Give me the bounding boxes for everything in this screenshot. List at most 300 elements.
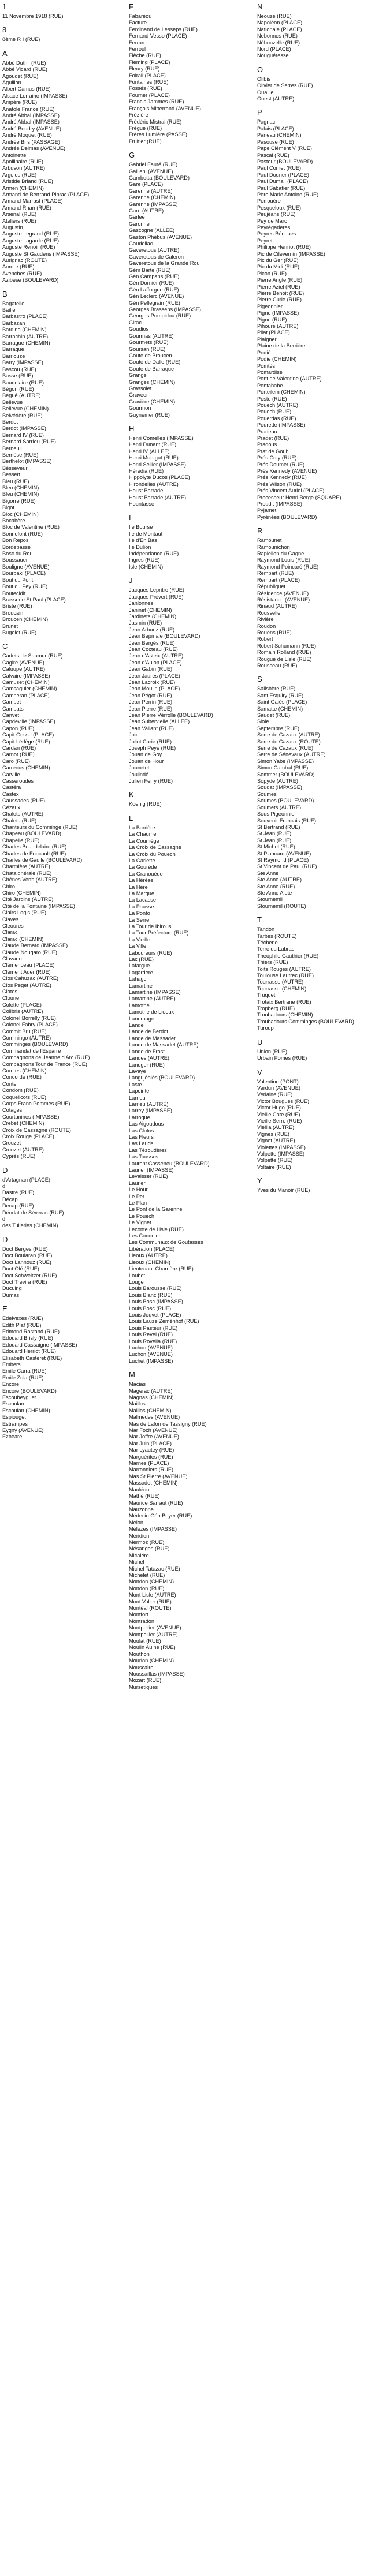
street-list-item: Prés Doumer (RUE) bbox=[257, 461, 305, 468]
street-list-item: Cyprès (RUE) bbox=[2, 1153, 36, 1160]
section-letter-heading: V bbox=[257, 1067, 262, 1076]
street-list-item: Encore (BOULEVARD) bbox=[2, 1388, 57, 1394]
street-list-item: Emile Zola (RUE) bbox=[2, 1374, 44, 1381]
street-list-item: Edmond Rostand (RUE) bbox=[2, 1328, 60, 1334]
section-letter-heading: F bbox=[129, 2, 133, 11]
street-list-item: Méridien bbox=[129, 1532, 150, 1539]
index-section bbox=[257, 675, 373, 910]
street-list-item: Salisbère (RUE) bbox=[257, 686, 296, 692]
street-list-item: Jacques Lepritre (RUE) bbox=[129, 587, 184, 593]
street-list-item: Doct Schweitzer (RUE) bbox=[2, 1272, 57, 1278]
street-list-item: Dastre (RUE) bbox=[2, 1190, 35, 1196]
street-list-item: Maillos (CHEMIN) bbox=[129, 1407, 172, 1414]
street-list-item: Prés Kennedy (AVENUE) bbox=[257, 468, 317, 474]
street-list-item: Paul Sabatier (RUE) bbox=[257, 185, 306, 191]
index-section bbox=[257, 1038, 373, 1062]
street-list-item: Garenne (CHEMIN) bbox=[129, 195, 176, 201]
street-list-item: Lac (RUE) bbox=[129, 956, 154, 962]
street-list-item: Pigne (RUE) bbox=[257, 316, 287, 323]
street-list-item: Pomtès bbox=[257, 362, 276, 369]
street-list-item: Jean Arbuez (RUE) bbox=[129, 626, 175, 633]
street-list-item: Charles de Gaulle (BOULEVARD) bbox=[2, 857, 83, 863]
street-list-item: Romain Rolland (RUE) bbox=[257, 649, 311, 656]
street-list-item: Macias bbox=[129, 1381, 146, 1388]
street-list-item: Philippe Henriot (RUE) bbox=[257, 244, 311, 251]
street-list-item: Gaveretous (AUTRE) bbox=[129, 247, 180, 253]
street-list-item: Volpette (IMPASSE) bbox=[257, 1150, 305, 1157]
street-list-item: Hirondelles (AUTRE) bbox=[129, 481, 179, 487]
street-list-item: Bésseveur bbox=[2, 465, 28, 471]
street-list-item: Pradous bbox=[257, 442, 277, 448]
street-list-item: Charles Beaudelaire (RUE) bbox=[2, 844, 67, 850]
street-list-item: Capon (RUE) bbox=[2, 725, 35, 731]
street-list-item: Pic du Midi (RUE) bbox=[257, 264, 300, 270]
street-list-item: Volpette (RUE) bbox=[257, 1157, 293, 1164]
street-list-item: Chalets (RUE) bbox=[2, 817, 37, 824]
index-section bbox=[129, 514, 244, 570]
street-list-item: Les Condoles bbox=[129, 1233, 162, 1239]
street-list-item: Goute de Dalle (RUE) bbox=[129, 359, 181, 365]
street-list-item: Mar Lyautey (RUE) bbox=[129, 1447, 174, 1453]
street-list-item: Pey de Marc bbox=[257, 218, 287, 224]
street-list-item: Charmière (AUTRE) bbox=[2, 863, 50, 870]
street-list-item: Clément Ader (RUE) bbox=[2, 969, 51, 975]
street-list-item: Lagardere bbox=[129, 969, 153, 975]
street-list-item: Lieutenant Charrière (RUE) bbox=[129, 1266, 194, 1272]
street-list-item: Chapeau (BOULEVARD) bbox=[2, 831, 61, 837]
street-list-item: Prés Kennedy (RUE) bbox=[257, 474, 307, 481]
street-list-item: Bernèse (RUE) bbox=[2, 451, 39, 458]
street-list-item: Bégon (RUE) bbox=[2, 386, 34, 392]
street-list-item: Girac bbox=[129, 319, 142, 326]
street-list-item: Doct Olé (RUE) bbox=[2, 1266, 39, 1272]
street-list-item: Tourrasse (CHEMIN) bbox=[257, 985, 307, 992]
street-list-item: Gén Dornier (RUE) bbox=[129, 280, 174, 286]
street-list-item: Azibese (BOULEVARD) bbox=[2, 277, 59, 283]
street-list-item: Gare (AUTRE) bbox=[129, 207, 164, 214]
street-list-item: Compagnons de Jeanne d'Arc (RUE) bbox=[2, 1055, 90, 1061]
street-list-item: Capit Lédège (RUE) bbox=[2, 738, 50, 745]
street-list-item: Elisabeth Casteret (RUE) bbox=[2, 1355, 62, 1361]
street-list-item: Grange bbox=[129, 372, 147, 379]
street-list-item: Jean Cocteau (RUE) bbox=[129, 646, 178, 652]
street-list-item: Decap (RUE) bbox=[2, 1203, 34, 1209]
street-list-item: La Hérèse bbox=[129, 877, 154, 884]
street-list-item: Vieille Cote (RUE) bbox=[257, 1111, 300, 1117]
street-list-item: Camuset (CHEMIN) bbox=[2, 679, 50, 685]
street-list-item: Mont Lisle (AUTRE) bbox=[129, 1592, 176, 1598]
street-list-item: Arsenal (RUE) bbox=[2, 211, 37, 218]
street-list-item: Colonel Borrelly (RUE) bbox=[2, 1015, 56, 1021]
street-list-item: Lande de Frost bbox=[129, 1048, 165, 1055]
street-list-item: Levaisser (RUE) bbox=[129, 1173, 168, 1180]
street-list-item: Bleu (CHEMIN) bbox=[2, 491, 39, 498]
street-list-item: Rouens (RUE) bbox=[257, 629, 292, 635]
street-list-item: Jean Bergès (RUE) bbox=[129, 640, 175, 646]
street-list-item: Jounetet bbox=[129, 765, 150, 771]
street-list-item: Landes (AUTRE) bbox=[129, 1055, 169, 1061]
street-list-item: Gén Pellegrain (RUE) bbox=[129, 300, 180, 306]
street-list-item: Bonnefont (RUE) bbox=[2, 530, 43, 537]
street-list-item: Peujéans (RUE) bbox=[257, 211, 296, 218]
street-list-item: Pierre Curie (RUE) bbox=[257, 297, 302, 303]
street-list-item: Armand Rhan (RUE) bbox=[2, 204, 51, 211]
street-list-item: Camsaguier (CHEMIN) bbox=[2, 686, 57, 692]
street-list-item: Bourbaki (PLACE) bbox=[2, 570, 46, 577]
street-list-item: Processeur Henri Berge (SQUARE) bbox=[257, 494, 341, 500]
street-list-item: Arbuson (AUTRE) bbox=[2, 165, 46, 171]
street-list-item: Serre de Cazaux (ROUTE) bbox=[257, 738, 321, 745]
street-list-item: Brasserie St Paul (PLACE) bbox=[2, 596, 66, 603]
street-list-item: Mar Foch (AVENUE) bbox=[129, 1427, 178, 1434]
street-list-item: Prés Wilson (RUE) bbox=[257, 481, 302, 487]
street-list-item: Pouerdas (RUE) bbox=[257, 415, 296, 421]
street-list-item: Bouligne (AVENUE) bbox=[2, 563, 50, 570]
street-list-item: La Hère bbox=[129, 884, 148, 890]
street-list-item: Foirail (PLACE) bbox=[129, 72, 166, 78]
street-list-item: Bleu (CHEMIN) bbox=[2, 485, 39, 491]
street-list-item: Cagire (AVENUE) bbox=[2, 659, 44, 666]
street-list-item: Pihoure (AUTRE) bbox=[257, 323, 299, 330]
street-list-item: Plaigner bbox=[257, 336, 277, 342]
street-list-item: Baudelaire (RUE) bbox=[2, 379, 44, 386]
street-list-item: Frères Lumière (PASSE) bbox=[129, 132, 187, 138]
street-list-item: Pasteur (BOULEVARD) bbox=[257, 158, 313, 164]
street-list-item: Rousselle bbox=[257, 610, 281, 616]
street-list-item: André Abbal (IMPASSE) bbox=[2, 113, 60, 119]
street-list-item: Janinet (CHEMIN) bbox=[129, 607, 172, 613]
street-list-item: Tropberg (RUE) bbox=[257, 1005, 295, 1012]
street-list-item: La Pausse bbox=[129, 903, 154, 910]
street-list-item: Bernard IV (RUE) bbox=[2, 432, 44, 438]
street-list-item: Francis Jammes (RUE) bbox=[129, 99, 184, 105]
street-list-item: Pyrénées (BOULEVARD) bbox=[257, 514, 317, 520]
street-list-item: Paul Douner (PLACE) bbox=[257, 171, 309, 178]
street-list-item: Edouard Cassaigne (IMPASSE) bbox=[2, 1341, 77, 1348]
street-list-item: Gén Lafforgue (RUE) bbox=[129, 286, 179, 293]
street-list-item: Georges Pompidou (RUE) bbox=[129, 313, 191, 319]
street-list-item: Gare (PLACE) bbox=[129, 181, 164, 188]
street-list-item: Tandon bbox=[257, 926, 275, 933]
street-list-item: Truquet bbox=[257, 992, 276, 999]
street-list-item: St Raymond (PLACE) bbox=[257, 857, 309, 863]
street-list-item: Clémenceau (PLACE) bbox=[2, 962, 55, 969]
street-list-item: Houst Barrade (AUTRE) bbox=[129, 494, 187, 500]
street-list-item: Ste Anne Alote bbox=[257, 889, 292, 896]
index-section bbox=[257, 3, 373, 59]
street-list-item: Julien Ferry (RUE) bbox=[129, 778, 173, 784]
street-list-item: Cité Jardins (AUTRE) bbox=[2, 896, 54, 903]
street-list-item: Thiers (RUE) bbox=[257, 959, 288, 966]
street-list-item: La Vieille bbox=[129, 936, 151, 943]
index-section bbox=[129, 1371, 244, 1691]
street-list-item: Chiro bbox=[2, 883, 15, 889]
street-list-item: Ramounichon bbox=[257, 544, 290, 550]
street-list-item: Mouthon bbox=[129, 1651, 150, 1657]
street-list-item: Mermoz (RUE) bbox=[129, 1539, 165, 1545]
street-list-item: Ile Dulion bbox=[129, 544, 151, 550]
street-list-item: Lande de Berdot bbox=[129, 1029, 168, 1035]
street-list-item: Alsace Lorraine (IMPASSE) bbox=[2, 92, 68, 99]
street-list-item: Auguste Lagarde (RUE) bbox=[2, 237, 60, 244]
index-section bbox=[2, 1305, 118, 1441]
street-list-item: des Tuileries (CHEMIN) bbox=[2, 1222, 58, 1229]
street-list-item: Joliot Curie (RUE) bbox=[129, 738, 172, 745]
street-list-item: Mont Valier (RUE) bbox=[129, 1598, 172, 1605]
street-list-item: Hippolyte Ducos (PLACE) bbox=[129, 474, 190, 481]
street-list-item: Ouaille bbox=[257, 89, 274, 95]
street-list-item: Marronniers (RUE) bbox=[129, 1467, 174, 1473]
street-list-item: Rousseau (RUE) bbox=[257, 662, 298, 668]
section-letter-heading: T bbox=[257, 915, 262, 925]
street-list-item: Raymond Poincaré (RUE) bbox=[257, 563, 319, 570]
street-list-item: Tarbes (ROUTE) bbox=[257, 933, 297, 939]
street-list-item: St Bertrand (RUE) bbox=[257, 824, 300, 830]
street-list-item: Capdeville (IMPASSE) bbox=[2, 719, 55, 725]
street-list-item: Cité de la Fontaine (IMPASSE) bbox=[2, 903, 75, 909]
street-list-item: Garonne bbox=[129, 220, 150, 227]
street-list-item: Augustin bbox=[2, 224, 23, 230]
street-list-item: Bigot bbox=[2, 504, 14, 511]
street-list-item: Chalets (AUTRE) bbox=[2, 811, 43, 817]
street-list-item: Fruitier (RUE) bbox=[129, 138, 162, 144]
street-list-item: Broucain bbox=[2, 610, 24, 616]
street-list-item: Pradet (RUE) bbox=[257, 435, 289, 441]
street-list-item: Ile de Montaut bbox=[129, 530, 163, 537]
street-list-item: Pyjamet bbox=[257, 507, 277, 514]
section-letter-heading: D bbox=[2, 1235, 8, 1244]
street-list-item: Le Hour bbox=[129, 1187, 148, 1193]
street-list-item: Garlee bbox=[129, 214, 145, 220]
street-list-item: La Tour de Ibirous bbox=[129, 923, 172, 929]
street-list-item: Calvaire (IMPASSE) bbox=[2, 672, 50, 679]
street-list-item: Apollinaire (RUE) bbox=[2, 158, 43, 164]
street-list-item: André Boudry (AVENUE) bbox=[2, 125, 61, 132]
section-letter-heading: M bbox=[129, 1370, 135, 1379]
street-list-item: Louge bbox=[129, 1278, 144, 1285]
street-list-item: Doct Berges (RUE) bbox=[2, 1246, 48, 1252]
street-list-item: Las Fleurs bbox=[129, 1134, 154, 1140]
street-list-item: Terre du Labras bbox=[257, 946, 295, 952]
street-list-item: Marnes (PLACE) bbox=[129, 1460, 169, 1467]
street-list-item: Hérédia (RUE) bbox=[129, 468, 164, 474]
street-list-item: Auguste Legrand (RUE) bbox=[2, 231, 60, 237]
street-list-item: Magnas (CHEMIN) bbox=[129, 1394, 174, 1400]
street-list-item: Sopyde (AUTRE) bbox=[257, 778, 298, 784]
street-list-item: Caluupe (AUTRE) bbox=[2, 666, 46, 672]
street-list-item: Auguste Renoir (RUE) bbox=[2, 244, 55, 251]
street-list-item: Trotaix Bertrane (RUE) bbox=[257, 999, 311, 1005]
index-section bbox=[2, 1236, 118, 1299]
street-list-item: Doct Lannouz (RUE) bbox=[2, 1259, 51, 1265]
street-list-item: Joulindé bbox=[129, 771, 149, 777]
street-list-item: La Coumège bbox=[129, 838, 159, 844]
street-list-item: Estrampes bbox=[2, 1420, 28, 1427]
index-section bbox=[129, 814, 244, 1364]
section-letter-heading: G bbox=[129, 151, 135, 160]
street-list-item: Aurore (RUE) bbox=[2, 264, 35, 270]
street-list-item: Graveer bbox=[129, 392, 148, 398]
street-list-item: Andrée Delmas (AVENUE) bbox=[2, 145, 66, 152]
street-list-item: Charles de Foucault (RUE) bbox=[2, 850, 66, 857]
street-list-item: Vieille Serre (RUE) bbox=[257, 1117, 302, 1124]
street-list-item: Pouech (AUTRE) bbox=[257, 402, 298, 408]
street-list-item: Coquelicots (RUE) bbox=[2, 1094, 47, 1100]
street-list-item: Pascal (RUE) bbox=[257, 152, 289, 158]
street-list-item: Bagatelle bbox=[2, 300, 25, 306]
street-list-item: Abbé Duthil (RUE) bbox=[2, 59, 46, 66]
street-list-item: Pasouse (RUE) bbox=[257, 139, 294, 145]
street-list-item: Yves du Manoir (RUE) bbox=[257, 1187, 310, 1194]
street-list-item: Auguste St Gaudens (IMPASSE) bbox=[2, 251, 80, 257]
street-list-item: Lavaye bbox=[129, 1068, 146, 1074]
street-list-item: Prat de Gouh bbox=[257, 448, 289, 454]
street-list-item: Avenches (RUE) bbox=[2, 270, 42, 276]
street-list-item: François Mitterrand (AVENUE) bbox=[129, 105, 201, 111]
street-list-item: Ampère (RUE) bbox=[2, 99, 38, 106]
street-list-item: Edouard Brisly (RUE) bbox=[2, 1335, 53, 1341]
street-list-item: Massadet (CHEMIN) bbox=[129, 1480, 178, 1486]
street-list-item: Troubadours (CHEMIN) bbox=[257, 1012, 313, 1018]
street-list-item: Facture bbox=[129, 20, 147, 26]
street-list-item: Fontaines (RUE) bbox=[129, 79, 169, 85]
section-letter-heading: C bbox=[2, 642, 8, 651]
street-list-item: Soudat (IMPASSE) bbox=[257, 784, 302, 791]
street-list-item: Michelet (RUE) bbox=[129, 1572, 165, 1578]
street-list-item: Clairs Logis (RUE) bbox=[2, 910, 47, 916]
street-list-item: Magerac (AUTRE) bbox=[129, 1388, 173, 1394]
street-list-item: Lamartine (AUTRE) bbox=[129, 996, 176, 1002]
street-list-item: Pourette (IMPASSE) bbox=[257, 422, 306, 428]
street-list-item: Malmedes (AVENUE) bbox=[129, 1414, 180, 1420]
street-list-item: Louis Blanc (RUE) bbox=[129, 1292, 173, 1298]
street-list-item: Paul Comet (RUE) bbox=[257, 165, 302, 171]
street-list-item: Colette (PLACE) bbox=[2, 1001, 42, 1008]
street-list-item: Lande de Massadet bbox=[129, 1035, 176, 1041]
street-list-item: Berdot (IMPASSE) bbox=[2, 425, 46, 432]
street-list-item: Las Aigoudous bbox=[129, 1121, 164, 1127]
street-list-item: Barbastro (PLACE) bbox=[2, 313, 48, 320]
street-list-item: Goudios bbox=[129, 326, 149, 332]
index-section bbox=[129, 3, 244, 145]
street-list-item: Capit Gesse (PLACE) bbox=[2, 732, 54, 738]
street-list-item: Olibis bbox=[257, 76, 270, 82]
street-list-item: Laurier (IMPASSE) bbox=[129, 1167, 174, 1173]
street-list-item: Jouan de Goy bbox=[129, 752, 162, 758]
street-list-item: Pigne (IMPASSE) bbox=[257, 310, 299, 316]
street-list-item: Agoudet (RUE) bbox=[2, 73, 39, 79]
street-list-item: Micalére bbox=[129, 1552, 149, 1558]
street-list-item: Goute de Barraque bbox=[129, 365, 174, 372]
street-list-item: Louis Rovella (RUE) bbox=[129, 1338, 177, 1344]
street-list-item: Argeles (RUE) bbox=[2, 171, 37, 178]
street-list-item: Laurier bbox=[129, 1180, 146, 1186]
street-list-item: Barriouze bbox=[2, 353, 25, 359]
street-list-item: Lieoux (CHEMIN) bbox=[129, 1259, 170, 1265]
street-list-item: Serre de Cazaux (AUTRE) bbox=[257, 732, 320, 738]
street-list-item: Nouguéresse bbox=[257, 53, 289, 59]
street-list-item: Carreous (CHEMIN) bbox=[2, 765, 50, 771]
street-list-item: Bon Repos bbox=[2, 537, 29, 544]
street-list-item: Ezbeare bbox=[2, 1434, 23, 1440]
street-list-item: Ferdinand de Lesseps (RUE) bbox=[129, 26, 198, 32]
street-list-item: Louis Barousse (RUE) bbox=[129, 1285, 182, 1292]
street-list-item: Koenig (RUE) bbox=[129, 801, 162, 807]
index-column-1 bbox=[2, 2, 118, 1447]
street-list-item: Jean Perrin (RUE) bbox=[129, 699, 173, 705]
street-list-item: Montpellier (AUTRE) bbox=[129, 1631, 178, 1637]
street-list-item: Stournemil (ROUTE) bbox=[257, 903, 306, 909]
street-list-item: Langujéalés (BOULEVARD) bbox=[129, 1075, 195, 1081]
street-list-item: Pilat (PLACE) bbox=[257, 330, 290, 336]
street-list-item: La Barrière bbox=[129, 824, 155, 831]
index-section bbox=[2, 642, 118, 1160]
street-list-item: Bugelet (RUE) bbox=[2, 629, 37, 635]
street-list-item: Cardan (RUE) bbox=[2, 745, 36, 752]
street-list-item: Crouzet bbox=[2, 1140, 21, 1146]
street-list-item: Claude Bernard (IMPASSE) bbox=[2, 943, 68, 949]
street-list-item: Aristide Briand (RUE) bbox=[2, 178, 53, 185]
street-list-item: Henri Sellier (IMPASSE) bbox=[129, 461, 186, 468]
street-list-item: Barrachin (AUTRE) bbox=[2, 333, 49, 339]
street-list-item: Père Marie Antoine (RUE) bbox=[257, 191, 319, 197]
street-list-item: Gourmets (RUE) bbox=[129, 339, 169, 346]
street-list-item: Stournemil bbox=[257, 896, 283, 903]
street-list-item: Bigorre (RUE) bbox=[2, 498, 36, 504]
street-list-item: Emile Carra (RUE) bbox=[2, 1368, 47, 1374]
street-list-item: Campats bbox=[2, 705, 24, 712]
street-list-item: Gaston Phébus (AVENUE) bbox=[129, 234, 192, 240]
section-letter-heading: D bbox=[2, 1165, 8, 1175]
street-list-item: Doct Boularan (RUE) bbox=[2, 1253, 53, 1259]
street-list-item: Jean Pierre (RUE) bbox=[129, 705, 173, 712]
street-list-item: Prés Vincent Auriol (PLACE) bbox=[257, 488, 325, 494]
street-list-item: Lanerouge bbox=[129, 1015, 154, 1022]
street-list-item: Jasmin (RUE) bbox=[129, 620, 162, 626]
street-list-item: Eygny (AVENUE) bbox=[2, 1427, 44, 1434]
street-list-item: Paneau (CHEMIN) bbox=[257, 132, 302, 139]
street-list-item: Garenne (AUTRE) bbox=[129, 188, 173, 194]
street-list-item: Moulin Aulne (RUE) bbox=[129, 1644, 176, 1651]
street-list-item: Pic de Cilevernin (IMPASSE) bbox=[257, 251, 325, 257]
street-list-item: Frégue (RUE) bbox=[129, 125, 162, 131]
street-list-item: Joc bbox=[129, 732, 138, 738]
street-list-item: Siole bbox=[257, 719, 269, 725]
street-list-item: Union (RUE) bbox=[257, 1048, 288, 1055]
street-list-item: Mas de Lafon de Tassigny (RUE) bbox=[129, 1420, 207, 1427]
street-list-item: Fernand Vesso (PLACE) bbox=[129, 33, 187, 39]
street-list-item: Aguillon bbox=[2, 80, 21, 86]
street-list-item: Plaine de la Berrière bbox=[257, 343, 306, 349]
street-list-item: Les Communaux de Goutasses bbox=[129, 1239, 203, 1246]
street-list-item: Caro (RUE) bbox=[2, 758, 30, 764]
street-list-item: Podié bbox=[257, 349, 271, 356]
street-list-item: Fourner (PLACE) bbox=[129, 92, 170, 98]
street-list-item: Prés Coty (RUE) bbox=[257, 455, 297, 461]
street-list-item: Doct Trevira (RUE) bbox=[2, 1278, 47, 1285]
street-list-item: Louis Pasteur (RUE) bbox=[129, 1325, 178, 1331]
street-list-item: Fossés (RUE) bbox=[129, 85, 162, 92]
street-list-item: Bocabère bbox=[2, 518, 25, 524]
street-list-item: Mondon (RUE) bbox=[129, 1585, 165, 1591]
street-list-item: Edelvexes (RUE) bbox=[2, 1315, 43, 1322]
street-list-item: Albert Camus (RUE) bbox=[2, 86, 51, 92]
street-list-item: Peyrégadères bbox=[257, 224, 291, 230]
street-list-item: Républiquet bbox=[257, 584, 286, 590]
street-list-item: Neouze (RUE) bbox=[257, 13, 292, 19]
street-list-item: Pic du Ger (RUE) bbox=[257, 257, 299, 263]
street-list-item: Jean Pierre Vérrolle (BOULEVARD) bbox=[129, 712, 213, 718]
